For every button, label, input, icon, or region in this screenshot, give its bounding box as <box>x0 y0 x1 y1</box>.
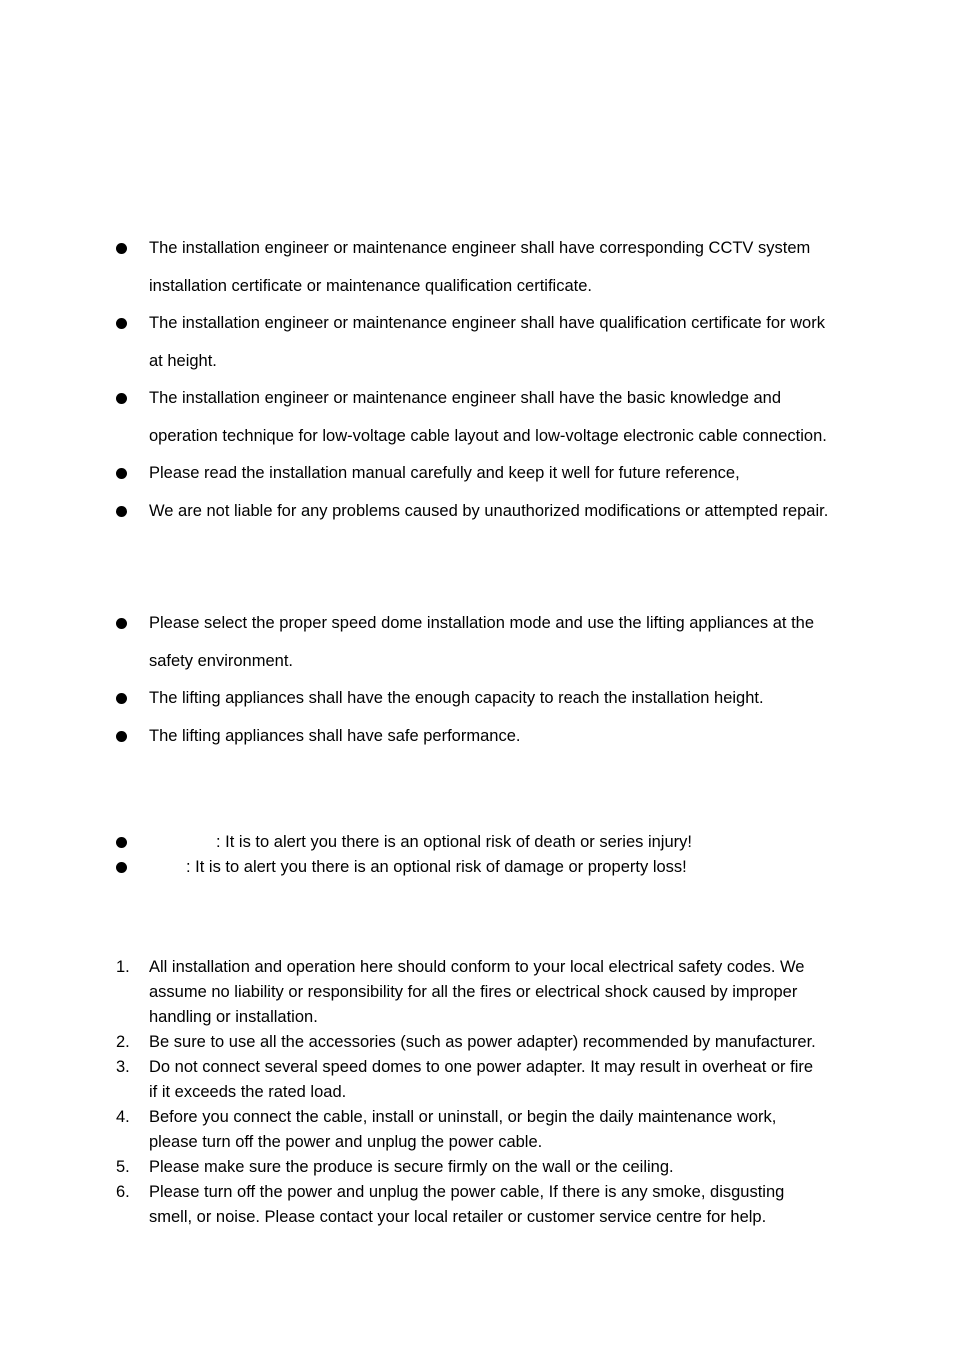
item-number: 1. <box>116 958 130 976</box>
list-item-text: Please select the proper speed dome installation mode and use the lifting appliances at the <box>149 614 815 632</box>
item-text: All installation and operation here should conform to your local electrical safety codes. We <box>149 958 805 976</box>
list-item-text: operation technique for low-voltage cable layout and low-voltage electronic cable connection. <box>149 427 827 445</box>
list-item-text: The installation engineer or maintenance engineer shall have corresponding CCTV system <box>149 239 811 257</box>
item-text: Please make sure the produce is secure firmly on the wall or the ceiling. <box>149 1158 674 1176</box>
list-item-text: : It is to alert you there is an optional risk of damage or property loss! <box>186 858 687 876</box>
bullet-icon <box>116 243 127 254</box>
bullet-icon <box>116 468 127 479</box>
bullet-icon <box>116 506 127 517</box>
list-item-text: The lifting appliances shall have safe performance. <box>149 727 521 745</box>
bullet-icon <box>116 837 127 848</box>
bullet-icon <box>116 731 127 742</box>
list-item-text: The lifting appliances shall have the enough capacity to reach the installation height. <box>149 689 764 707</box>
bullet-icon <box>116 618 127 629</box>
item-text: please turn off the power and unplug the power cable. <box>149 1133 543 1151</box>
item-text: handling or installation. <box>149 1008 318 1026</box>
item-number: 3. <box>116 1058 130 1076</box>
list-item-text: The installation engineer or maintenance engineer shall have qualification certificate for work <box>149 314 825 332</box>
item-number: 2. <box>116 1033 130 1051</box>
bullet-icon <box>116 862 127 873</box>
list-item-text: safety environment. <box>149 652 293 670</box>
list-item-text: The installation engineer or maintenance engineer shall have the basic knowledge and <box>149 389 782 407</box>
list-item-text: at height. <box>149 352 217 370</box>
bullet-icon <box>116 693 127 704</box>
bullet-icon <box>116 393 127 404</box>
item-text: assume no liability or responsibility for all the fires or electrical shock caused by improper <box>149 983 798 1001</box>
item-number: 6. <box>116 1183 130 1201</box>
item-text: Do not connect several speed domes to one power adapter. It may result in overheat or fire <box>149 1058 814 1076</box>
item-number: 4. <box>116 1108 130 1126</box>
list-item-text: installation certificate or maintenance qualification certificate. <box>149 277 592 295</box>
list-item-text: Please read the installation manual carefully and keep it well for future reference, <box>149 464 740 482</box>
item-text: if it exceeds the rated load. <box>149 1083 347 1101</box>
list-item-text: We are not liable for any problems caused by unauthorized modifications or attempted repair. <box>149 502 829 520</box>
bullet-icon <box>116 318 127 329</box>
item-text: Be sure to use all the accessories (such as power adapter) recommended by manufacturer. <box>149 1033 816 1051</box>
item-text: smell, or noise. Please contact your local retailer or customer service centre for help. <box>149 1208 767 1226</box>
item-text: Please turn off the power and unplug the power cable, If there is any smoke, disgusting <box>149 1183 785 1201</box>
item-text: Before you connect the cable, install or uninstall, or begin the daily maintenance work, <box>149 1108 777 1126</box>
item-number: 5. <box>116 1158 130 1176</box>
list-item-text: : It is to alert you there is an optional risk of death or series injury! <box>216 833 692 851</box>
